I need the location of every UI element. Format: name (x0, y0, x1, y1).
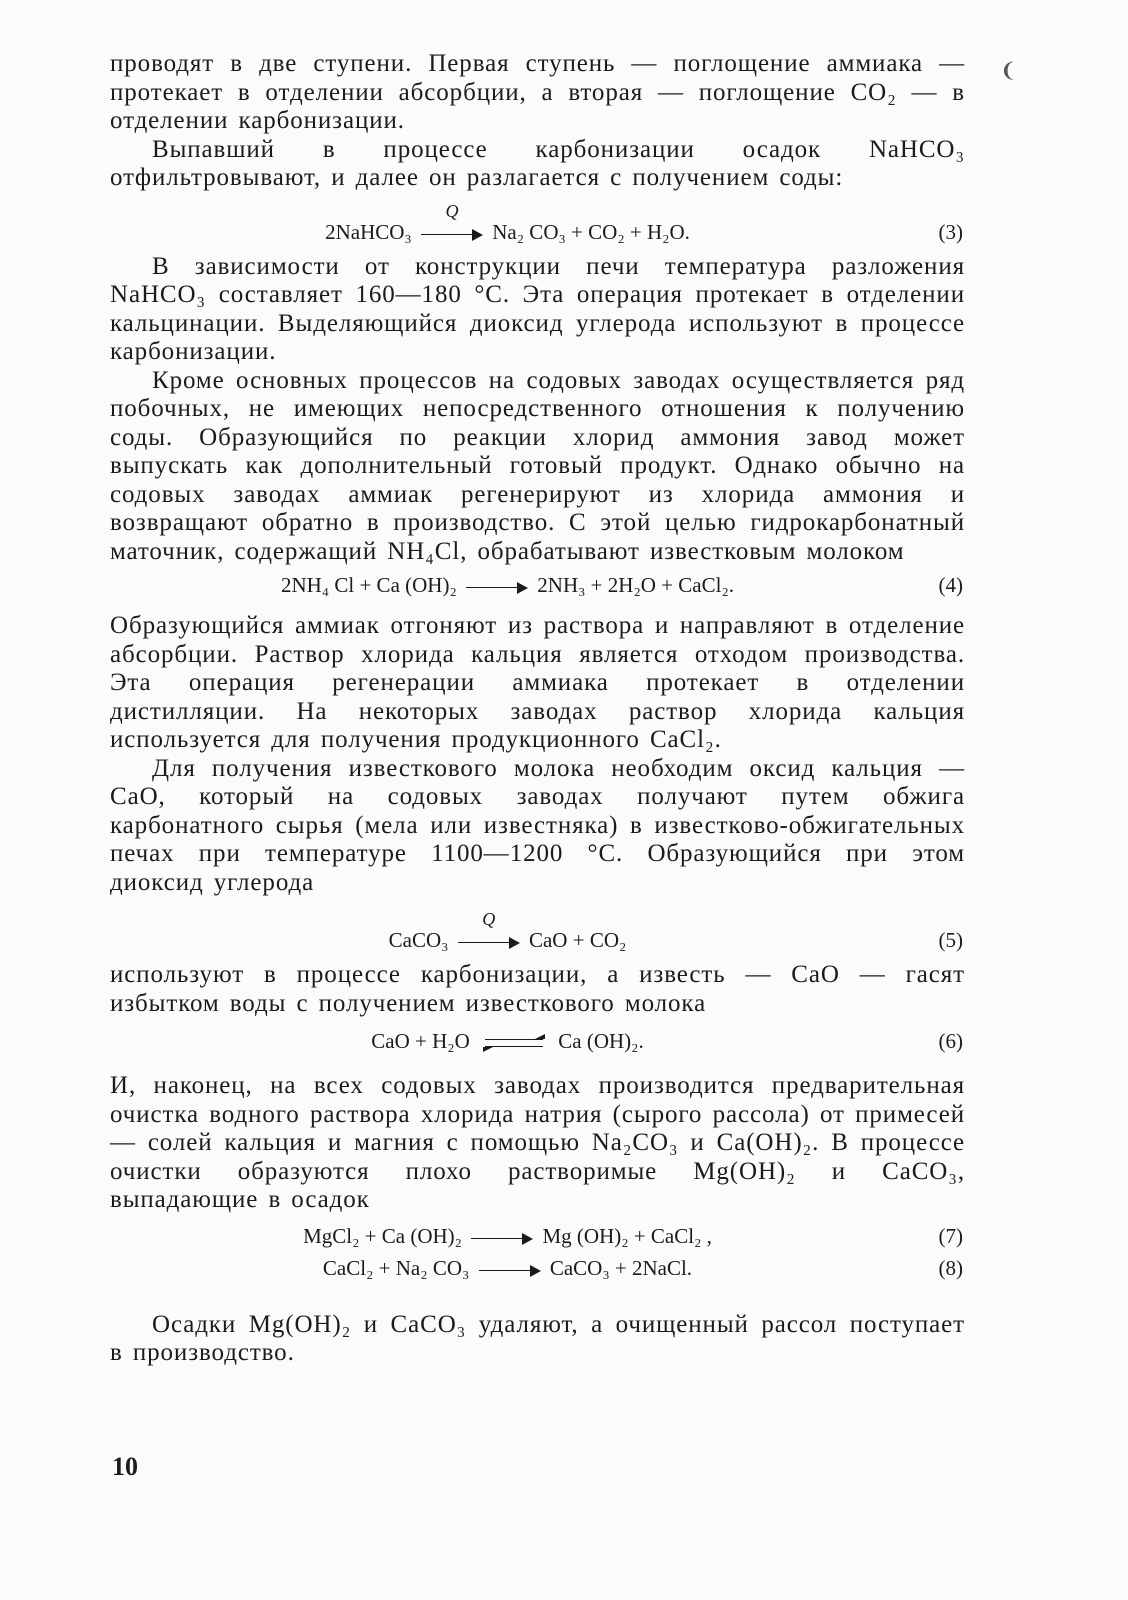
reaction-arrow-icon (466, 580, 528, 594)
equation-7 (110, 1215, 965, 1257)
paragraph-8: И, наконец, на всех содовых заводах производится предварительная очистка водного раствора хлорида натрия (сырого рассола) от примесей — солей кальция и магния с помощью Na₂CO₃ и Ca(OH)₂. В процессе очистки образуются плохо растворимые Mg(OH)₂ и CaCO₃, выпадающие в осадок (110, 1072, 965, 1213)
paragraph-2: Выпавший в процессе карбонизации осадок NaHCO₃ отфильтровывают, и далее он разлагается с получением соды: (110, 135, 965, 191)
equation-4-left: 2NH₄ Cl + Ca (OH)₂ (280, 573, 457, 597)
equation-8-left: CaCl₂ + Na₂ CO₃ (322, 1255, 470, 1280)
equilibrium-arrow-icon (485, 1036, 543, 1050)
equation-4-right: 2NH₃ + 2H₂O + CaCl₂. (537, 573, 735, 597)
reaction-arrow-icon (471, 1231, 533, 1245)
equation-6-right: Ca (OH)₂. (558, 1029, 644, 1053)
equation-3-right: Na₂ CO₃ + CO₂ + H₂O. (492, 219, 690, 244)
equation-7-number: (7) (938, 1223, 963, 1248)
heat-label: Q (482, 909, 496, 930)
equation-8 (110, 1257, 965, 1289)
paragraph-9: Осадки Mg(OH)₂ и CaCO₃ удаляют, а очищенный рассол поступает в производство. (110, 1310, 965, 1366)
equation-7-left: MgCl₂ + Ca (OH)₂ (303, 1223, 462, 1248)
paragraph-3: В зависимости от конструкции печи температура разложения NaHCO₃ составляет 160—180 °С. Эта операция протекает в отделении кальцинации. Выделяющийся диоксид углерода используют в процессе карбонизации. (110, 252, 965, 365)
reaction-arrow-icon (479, 1263, 541, 1277)
paragraph-4: Кроме основных процессов на содовых заводах осуществляется ряд побочных, не имеющих непосредственного отношения к получению соды. Образующийся по реакции хлорид аммония завод может выпускать как дополнительный готовый продукт. Однако обычно на содовых заводах аммиак регенерируют из хлорида аммония и возвращают обратно в производство. С этой целью гидрокарбонатный маточник, содержащий NH₄Cl, обрабатывают известковым молоком (110, 366, 965, 565)
margin-mark: ❨ (1000, 60, 1017, 82)
paragraph-6: Для получения известкового молока необходим оксид кальция — CaO, который на содовых заводах получают путем обжига карбонатного сырья (мела или известняка) в известково-обжигательных печах при температуре 1100—1200 °С. Образующийся при этом диоксид углерода (110, 754, 965, 896)
reaction-arrow-icon (458, 909, 520, 949)
document-page (110, 50, 965, 1368)
equation-7-right: Mg (OH)₂ + CaCl₂ , (542, 1223, 712, 1248)
reaction-arrow-icon (421, 200, 483, 241)
paragraph-5: Образующийся аммиак отгоняют из раствора и направляют в отделение абсорбции. Раствор хлорида кальция является отходом производства. Эта операция регенерации аммиака протекает в отделении дистилляции. На некоторых заводах раствор хлорида кальция используется для получения продукционного CaCl₂. (110, 612, 965, 753)
equation-5-left: CaCO₃ (388, 928, 449, 952)
equation-5-number: (5) (938, 928, 963, 952)
equation-5-right: CaO + CO₂ (528, 928, 627, 952)
equation-8-number: (8) (938, 1255, 963, 1280)
equation-6-number: (6) (938, 1029, 963, 1053)
paragraph-7: используют в процессе карбонизации, а известь — CaO — гасят избытком воды с получением известкового молока (110, 961, 965, 1017)
equation-3 (110, 193, 965, 253)
page-number: 10 (112, 1452, 138, 1481)
equation-4 (110, 566, 965, 606)
paragraph-1: проводят в две ступени. Первая ступень — поглощение аммиака — протекает в отделении абсорбции, а вторая — поглощение CO₂ — в отделении карбонизации. (110, 50, 965, 134)
heat-label: Q (445, 200, 459, 221)
equation-3-number: (3) (938, 219, 963, 244)
equation-4-number: (4) (938, 573, 963, 597)
equation-8-right: CaCO₃ + 2NaCl. (549, 1255, 693, 1280)
equation-6-left: CaO + H₂O (371, 1029, 470, 1053)
equation-5 (110, 897, 965, 961)
equation-3-left: 2NaHCO₃ (325, 219, 412, 244)
equation-6 (110, 1018, 965, 1062)
